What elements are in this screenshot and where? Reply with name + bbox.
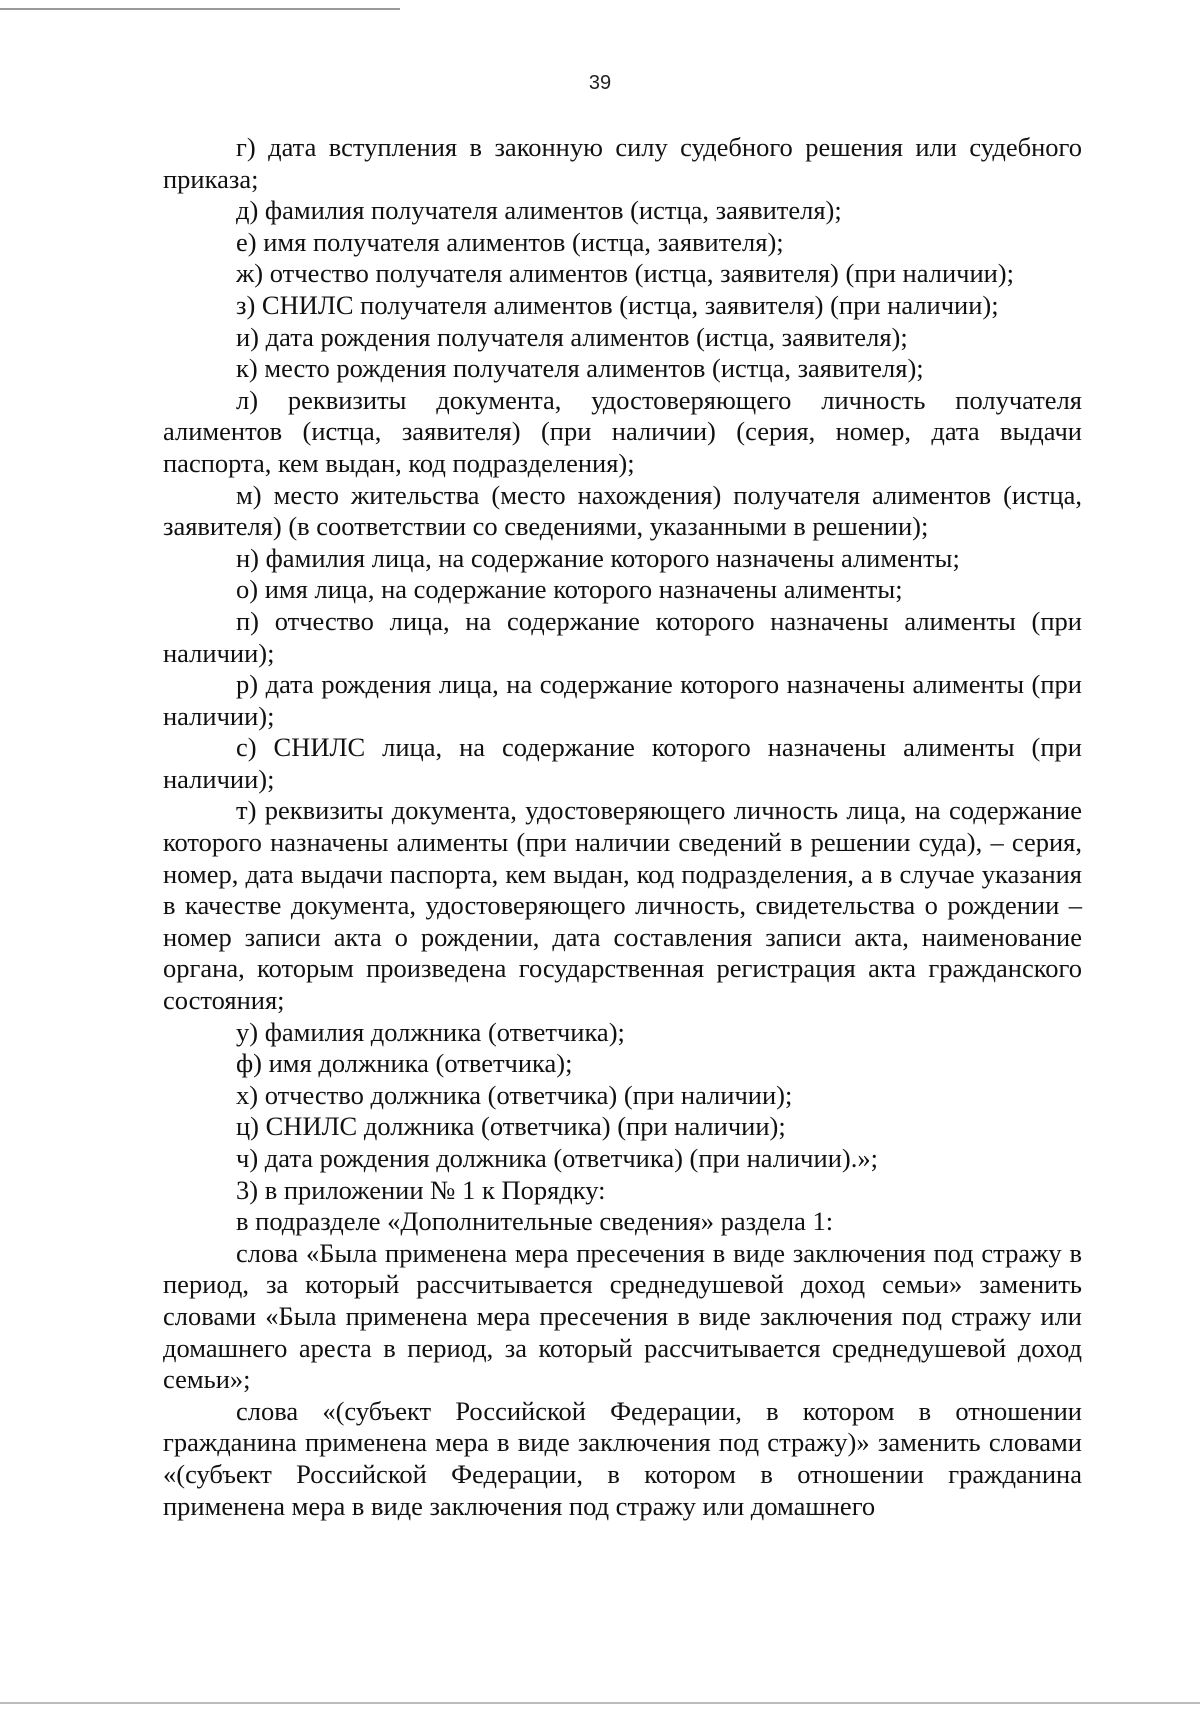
document-body <box>163 132 1082 1522</box>
paragraph-t: т) реквизиты документа, удостоверяющего личность лица, на содержание которого назначены алименты (при наличии сведений в решении суда), – серия, номер, дата выдачи паспорта, кем выдан, код подразделения, а в случае указания в качестве документа, удостоверяющего личность, свидетельства о рождении – номер записи акта о рождении, дата составления записи акта, наименование органа, которым произведена государственная регистрация акта гражданского состояния; <box>163 795 1082 1016</box>
paragraph-zh: ж) отчество получателя алиментов (истца, заявителя) (при наличии); <box>236 258 1014 289</box>
paragraph-item-3: 3) в приложении № 1 к Порядку: <box>236 1174 606 1205</box>
paragraph-p: п) отчество лица, на содержание которого назначены алименты (при наличии); <box>163 605 1082 668</box>
scan-edge-line-bottom <box>0 1702 1200 1704</box>
paragraph-ts: ц) СНИЛС должника (ответчика) (при наличии); <box>236 1111 786 1142</box>
paragraph-ch: ч) дата рождения должника (ответчика) (при наличии).»; <box>236 1143 878 1173</box>
paragraph-o: о) имя лица, на содержание которого назначены алименты; <box>236 574 903 605</box>
paragraph-i: и) дата рождения получателя алиментов (истца, заявителя); <box>236 321 908 352</box>
scan-edge-line-top <box>0 8 400 10</box>
paragraph-s: с) СНИЛС лица, на содержание которого назначены алименты (при наличии); <box>163 732 1082 794</box>
paragraph-kh: х) отчество должника (ответчика) (при наличии); <box>236 1079 793 1110</box>
paragraph-u: у) фамилия должника (ответчика); <box>236 1016 625 1047</box>
paragraph-k: к) место рождения получателя алиментов (истца, заявителя); <box>236 353 924 384</box>
page-number: 39 <box>588 72 612 94</box>
paragraph-n: н) фамилия лица, на содержание которого назначены алименты; <box>236 542 960 573</box>
paragraph-r: р) дата рождения лица, на содержание которого назначены алименты (при наличии); <box>163 669 1082 731</box>
paragraph-m: м) место жительства (место нахождения) получателя алиментов (истца, заявителя) (в соответствии со сведениями, указанными в решении); <box>163 479 1082 542</box>
paragraph-replace-1: слова «Была применена мера пресечения в виде заключения под стражу в период, за который рассчитывается среднедушевой доход семьи» заменить словами «Была применена мера пресечения в виде заключения под стражу или домашнего ареста в период, за который рассчитывается среднедушевой доход семьи»; <box>163 1237 1082 1395</box>
paragraph-l: л) реквизиты документа, удостоверяющего личность получателя алиментов (истца, заявителя) (при наличии) (серия, номер, дата выдачи паспорта, кем выдан, код подразделения); <box>163 384 1082 478</box>
paragraph-f: ф) имя должника (ответчика); <box>236 1048 573 1079</box>
paragraph-g: г) дата вступления в законную силу судебного решения или судебного приказа; <box>163 132 1082 194</box>
paragraph-e: е) имя получателя алиментов (истца, заявителя); <box>236 226 784 257</box>
paragraph-subsection: в подразделе «Дополнительные сведения» раздела 1: <box>236 1206 834 1237</box>
paragraph-d: д) фамилия получателя алиментов (истца, заявителя); <box>236 195 842 226</box>
paragraph-replace-2: слова «(субъект Российской Федерации, в котором в отношении гражданина применена мера в виде заключения под стражу)» заменить словами «(субъект Российской Федерации, в котором в отношении гражданина применена мера в виде заключения под стражу или домашнего <box>163 1395 1082 1521</box>
paragraph-z: з) СНИЛС получателя алиментов (истца, заявителя) (при наличии); <box>236 289 999 320</box>
